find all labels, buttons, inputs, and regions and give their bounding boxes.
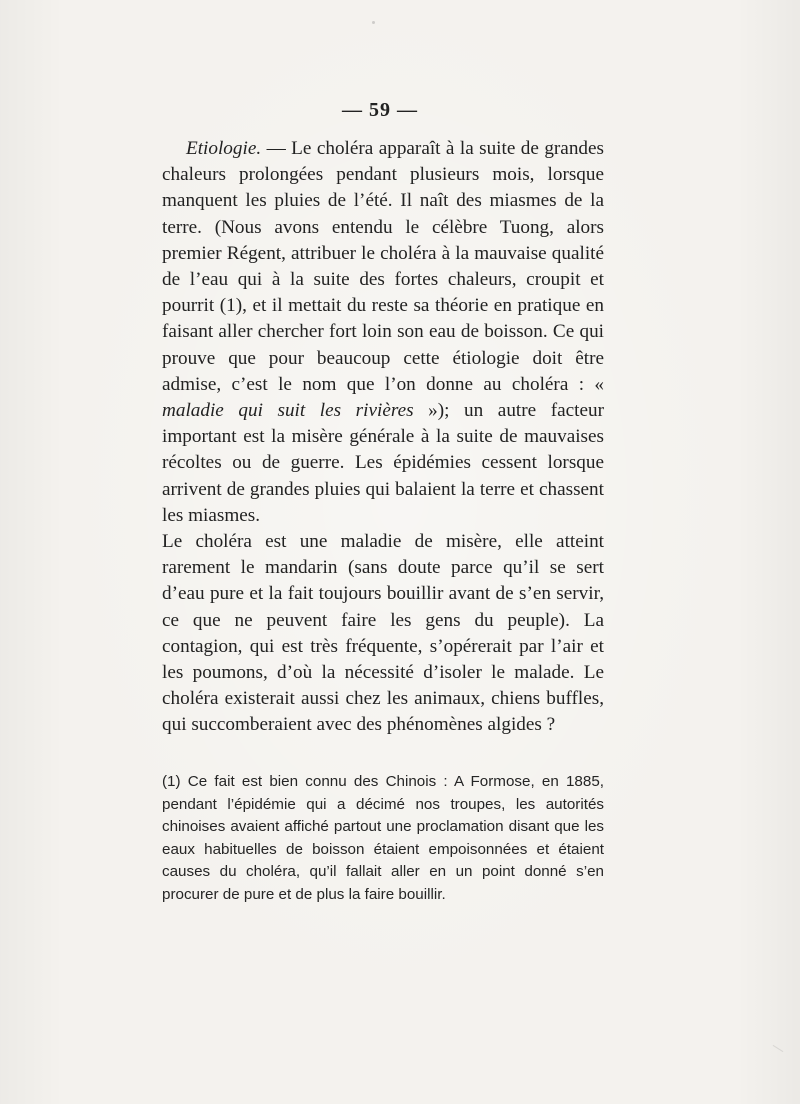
paragraph-tail: »); un autre facteur important est la misère générale à la suite de mauvaises récoltes ou de guerre. Les épidémies cessent lorsque arrivent de grandes pluies qui balaient la terre et chassent les miasmes. [162,400,604,526]
section-label: Etiologie. [186,138,262,159]
main-text-block [162,136,604,739]
quoted-phrase: maladie qui suit les rivières [162,400,414,422]
paragraph-etiology [162,136,604,529]
paragraph-disease-misery: Le choléra est une maladie de misère, elle atteint rarement le mandarin (sans doute parce qu’il se sert d’eau pure et la fait toujours bouillir avant de s’en servir, ce que ne peuvent faire les gens du peuple). La contagion, qui est très fréquente, s’opérerait par l’air et les poumons, d’où la nécessité d’isoler le malade. Le choléra existerait aussi chez les animaux, chiens buffles, qui succomberaient avec des phénomènes algides ? [162,531,604,736]
section-dash: — [261,138,286,159]
footnote [162,771,604,906]
paragraph-body: Le choléra apparaît à la suite de grandes chaleurs prolongées pendant plusieurs mois, lorsque manquent les pluies de l’été. Il naît des miasmes de la terre. (Nous avons entendu le célèbre Tuong, alors premier Régent, attribuer le choléra à la mauvaise qualité de l’eau qui à la suite des fortes chaleurs, croupit et pourrit (1), et il mettait du reste sa théorie en pratique en faisant aller chercher fort loin son eau de boisson. Ce qui prouve que pour beaucoup cette étiologie doit être admise, c’est le nom que l’on donne au choléra : « [162,138,604,395]
page-number: — 59 — [342,99,418,121]
scan-scratch [773,1045,784,1052]
footnote-marker: (1) [162,773,181,790]
scan-speck [372,21,375,24]
footnote-text: Ce fait est bien connu des Chinois : A Formose, en 1885, pendant l’épidémie qui a décimé nos troupes, les autorités chinoises avaient affiché partout une proclamation disant que les eaux habituelles de boisson étaient empoisonnées et étaient causes du choléra, qu’il fallait aller en un point donné s’en procurer de pure et de plus la faire bouillir. [162,773,604,903]
